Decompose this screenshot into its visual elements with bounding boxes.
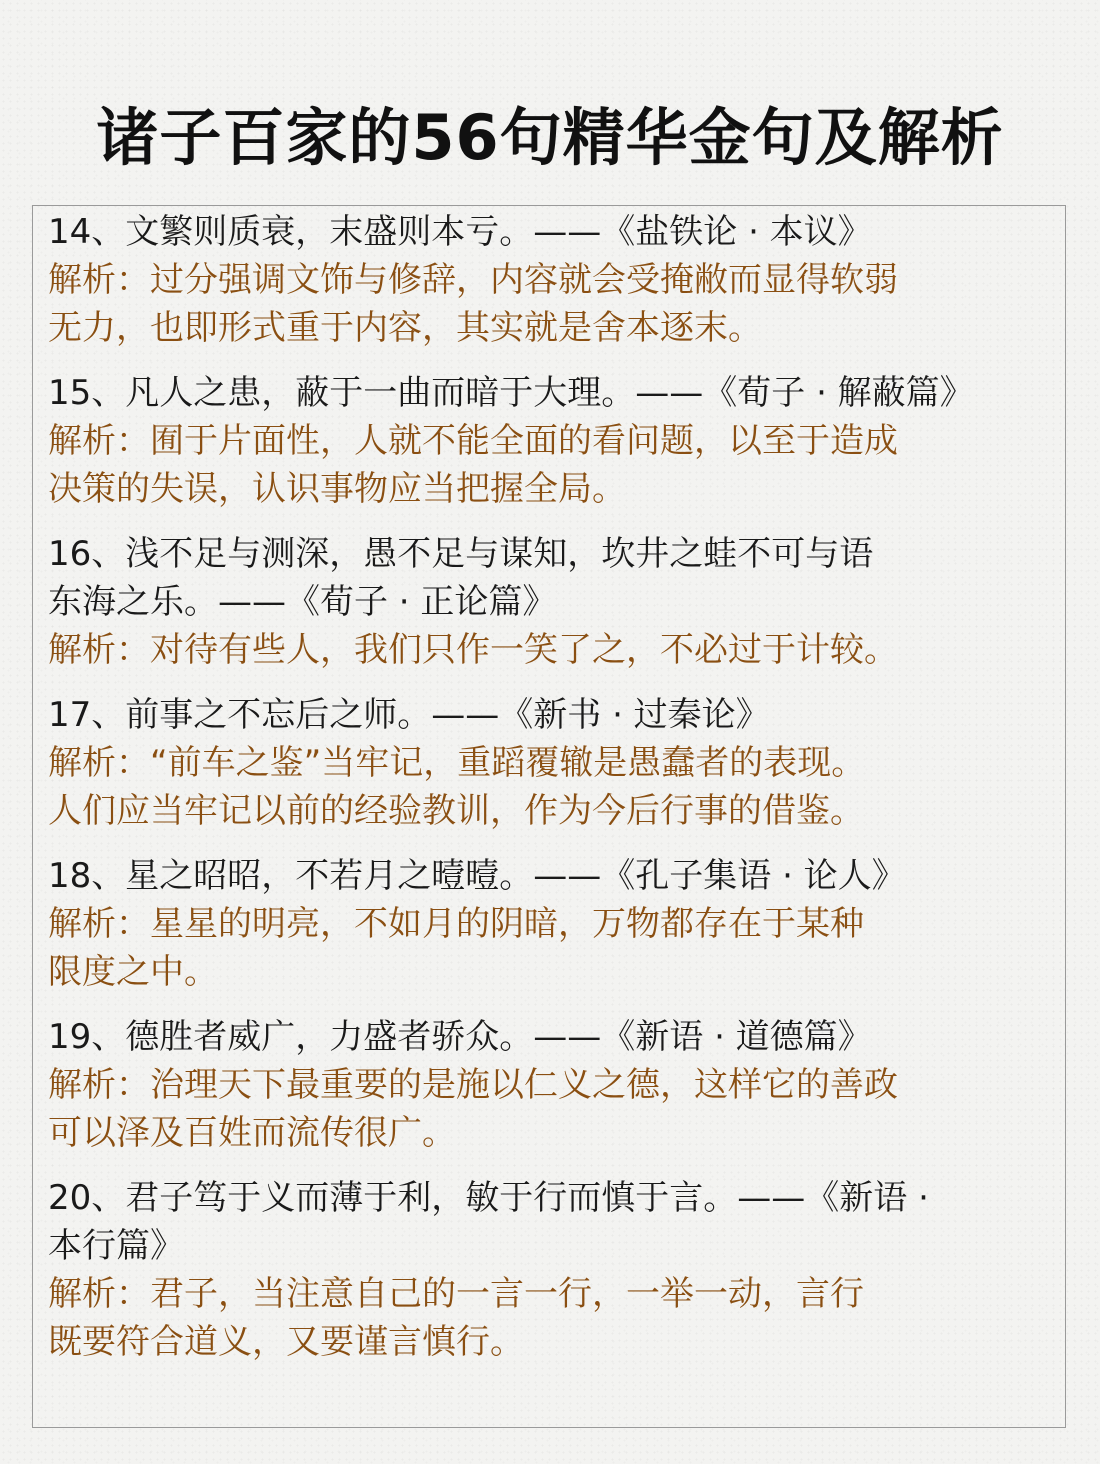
entry-17 (48, 691, 1058, 835)
analysis-line: 人们应当牢记以前的经验教训，作为今后行事的借鉴。 (48, 791, 864, 831)
quote-line: 20、君子笃于义而薄于利，敏于行而慎于言。——《新语 · (48, 1178, 929, 1218)
page-title: 诸子百家的56句精华金句及解析 (96, 101, 1004, 174)
analysis-line: 既要符合道义，又要谨言慎行。 (48, 1322, 524, 1362)
analysis-line: 解析：君子，当注意自己的一言一行，一举一动，言行 (48, 1274, 864, 1314)
quote-line: 本行篇》 (48, 1226, 184, 1266)
entry-16 (48, 530, 1058, 674)
entry-20 (48, 1174, 1058, 1366)
entry-18 (48, 852, 1058, 996)
quote-line: 17、前事之不忘后之师。——《新书 · 过秦论》 (48, 695, 770, 735)
analysis-line: 解析：星星的明亮，不如月的阴暗，万物都存在于某种 (48, 904, 864, 944)
analysis-line: 解析：过分强调文饰与修辞，内容就会受掩敝而显得软弱 (48, 260, 898, 300)
analysis-line: 解析：囿于片面性，人就不能全面的看问题，以至于造成 (48, 421, 898, 461)
quote-line: 16、浅不足与测深，愚不足与谋知，坎井之蛙不可与语 (48, 534, 874, 574)
analysis-line: 解析：对待有些人，我们只作一笑了之，不必过于计较。 (48, 630, 898, 670)
quote-line: 19、德胜者威广，力盛者骄众。——《新语 · 道德篇》 (48, 1017, 872, 1057)
analysis-line: 解析：“前车之鉴”当牢记，重蹈覆辙是愚蠢者的表现。 (48, 743, 866, 783)
entry-15 (48, 369, 1058, 513)
analysis-line: 限度之中。 (48, 952, 218, 992)
entry-19 (48, 1013, 1058, 1157)
quote-line: 东海之乐。——《荀子 · 正论篇》 (48, 582, 557, 622)
quote-line: 15、凡人之患，蔽于一曲而暗于大理。——《荀子 · 解蔽篇》 (48, 373, 974, 413)
analysis-line: 无力，也即形式重于内容，其实就是舍本逐末。 (48, 308, 762, 348)
analysis-line: 解析：治理天下最重要的是施以仁义之德，这样它的善政 (48, 1065, 898, 1105)
quote-line: 18、星之昭昭，不若月之曀曀。——《孔子集语 · 论人》 (48, 856, 906, 896)
entry-14 (48, 208, 1058, 352)
quote-line: 14、文繁则质衰，末盛则本亏。——《盐铁论 · 本议》 (48, 212, 872, 252)
entry-list (48, 208, 1058, 1383)
analysis-line: 决策的失误，认识事物应当把握全局。 (48, 469, 626, 509)
analysis-line: 可以泽及百姓而流传很广。 (48, 1113, 456, 1153)
